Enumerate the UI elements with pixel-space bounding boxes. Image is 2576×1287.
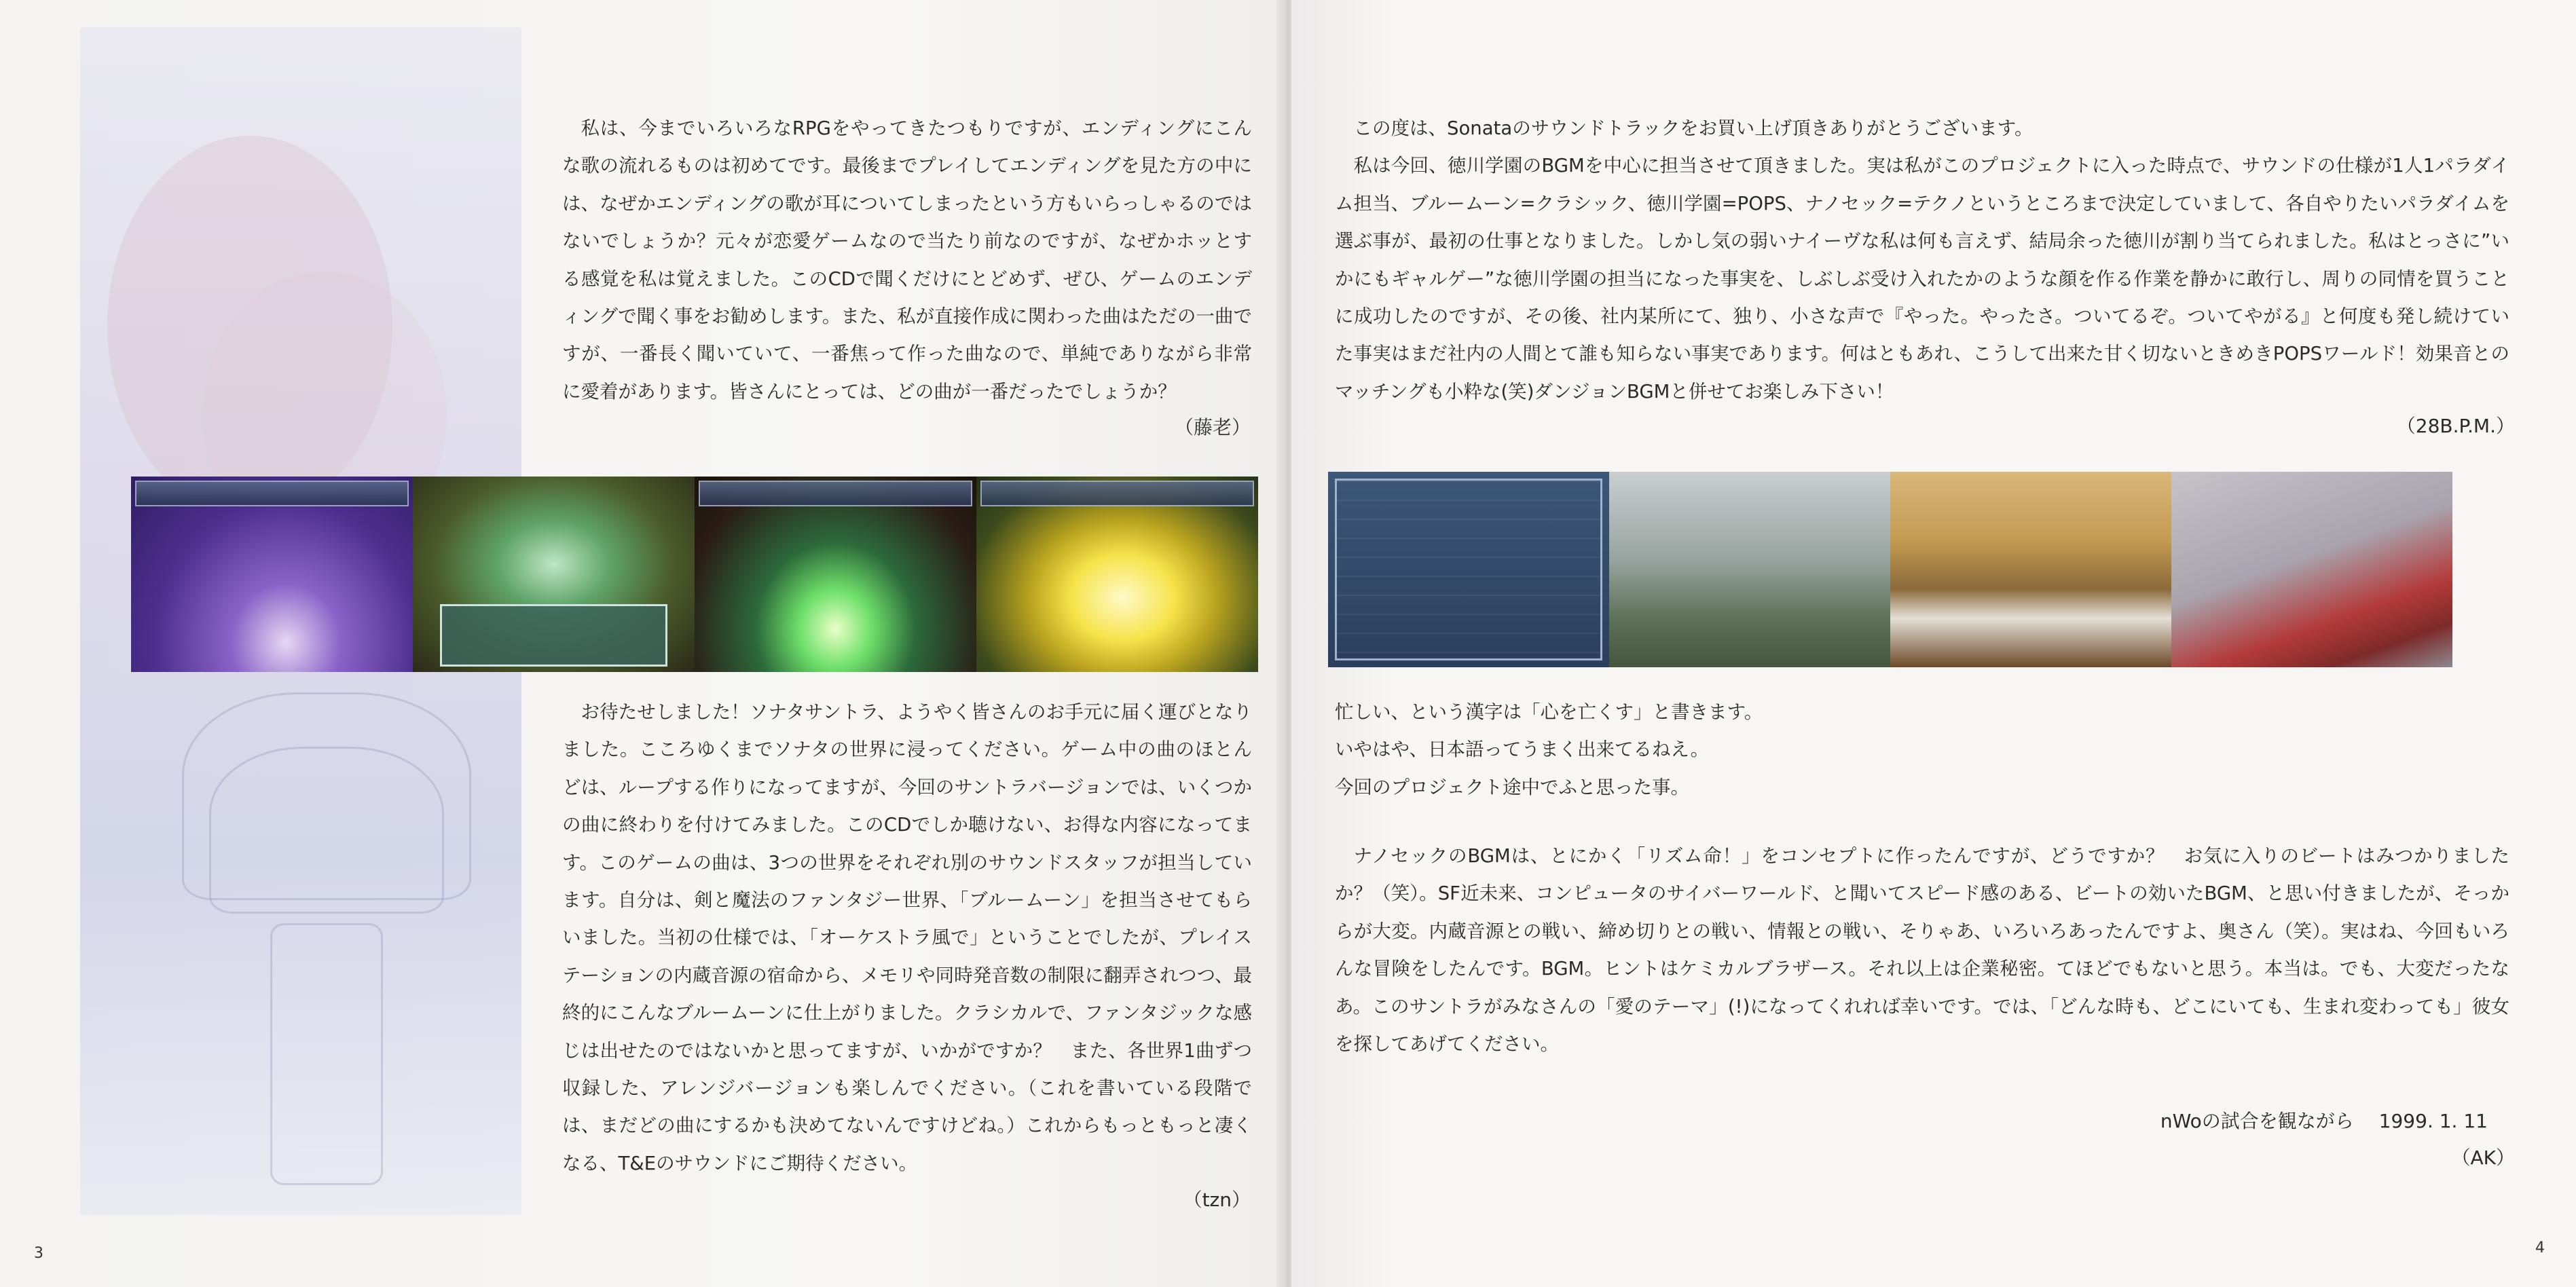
right-top-text bbox=[1335, 110, 2509, 411]
status-menu-panel bbox=[1335, 479, 1602, 660]
battle-hud bbox=[699, 481, 972, 506]
page-number-right: 4 bbox=[2535, 1239, 2545, 1256]
left-top-text bbox=[562, 110, 1252, 411]
game-screenshot-battle-yellow-spell bbox=[976, 477, 1258, 672]
right-page bbox=[1291, 0, 2576, 1287]
date-line: nWoの試合を観ながら 1999. 1. 11 bbox=[2160, 1110, 2488, 1132]
game-screenshot-status-menu bbox=[1328, 472, 1609, 667]
paragraph: 私は、今までいろいろなRPGをやってきたつもりですが、エンディングにこんな歌の流れるものは初めてです。最後までプレイしてエンディングを見た方の中には、なぜかエンディングの歌が耳についてしまったという方もいらっしゃるのではないでしょうか？元々が恋愛ゲームなので当たり前なのですが、なぜかホッとする感覚を私は覚えました。このCDで聞くだけにとどめず、ぜひ、ゲームのエンディングで聞く事をお勧めします。また、私が直接作成に関わった曲はただの一曲ですが、一番長く聞いていて、一番焦って作った曲なので、単純でありながら非常に愛着があります。皆さんにとっては、どの曲が一番だったでしょうか？ bbox=[562, 117, 1252, 403]
battle-hud bbox=[980, 481, 1254, 506]
game-screenshot-castle-stairs bbox=[2171, 472, 2452, 667]
dialogue-box bbox=[440, 604, 667, 667]
paragraph: お待たせしました！ソナタサントラ、ようやく皆さんのお手元に届く運びとなりました。こころゆくまでソナタの世界に浸ってください。ゲーム中の曲のほとんどは、ループする作りになってますが、今回のサントラバージョンでは、いくつかの曲に終わりを付けてみました。このCDでしか聴けない、お得な内容になってます。このゲームの曲は、3つの世界をそれぞれ別のサウンドスタッフが担当しています。自分は、剣と魔法のファンタジー世界、「ブルームーン」を担当させてもらいました。当初の仕様では、「オーケストラ風で」ということでしたが、プレイステーションの内蔵音源の宿命から、メモリや同時発音数の制限に翻弄されつつ、最終的にこんなブルームーンに仕上がりました。クラシカルで、ファンタジックな感じは出せたのではないかと思ってますが、いかがですか？ また、各世界1曲ずつ収録した、アレンジバージョンも楽しんでください。（これを書いている段階では、まだどの曲にするかも決めてないんですけどね。）これからもっともっと凄くなる、T&Eのサウンドにご期待ください。 bbox=[562, 701, 1252, 1174]
signature-tzn: （tzn） bbox=[1183, 1189, 1251, 1211]
left-bottom-text bbox=[562, 694, 1252, 1182]
poem-line: いやはや、日本語ってうまく出来てるねえ。 bbox=[1335, 739, 1710, 761]
right-bottom-text bbox=[1335, 838, 2509, 1063]
illustration-skirt-shape bbox=[209, 747, 444, 914]
page-number-left: 3 bbox=[34, 1245, 43, 1262]
game-screenshot-banquet-hall bbox=[1890, 472, 2171, 667]
poem-line: 忙しい、という漢字は「心を亡くす」と書きます。 bbox=[1335, 701, 1763, 723]
battle-hud bbox=[135, 481, 409, 506]
game-screenshot-character-portrait bbox=[413, 477, 695, 672]
signature-ak: （AK） bbox=[2451, 1146, 2515, 1169]
game-screenshot-misty-village bbox=[1609, 472, 1890, 667]
illustration-legs-shape bbox=[270, 923, 383, 1185]
game-screenshot-battle-purple bbox=[131, 477, 413, 672]
right-middle-lines bbox=[1335, 694, 2285, 806]
paragraph: ナノセックのBGMは、とにかく「リズム命！」をコンセプトに作ったんですが、どうですか？ お気に入りのビートはみつかりましたか？（笑）。SF近未来、コンピュータのサイバーワールド、と聞いてスピード感のある、ビートの効いたBGM、と思い付きましたが、そっからが大変。内蔵音源との戦い、締め切りとの戦い、情報との戦い、そりゃあ、いろいろあったんですよ、奥さん（笑）。実はね、今回もいろんな冒険をしたんです。BGM。ヒントはケミカルブラザース。それ以上は企業秘密。てほどでもないと思う。本当は。でも、大変だったなあ。このサントラがみなさんの「愛のテーマ」(!)になってくれれば幸いです。では、「どんな時も、どこにいても、生まれ変わっても」彼女を探してあげてください。 bbox=[1335, 845, 2509, 1056]
paragraph: 私は今回、徳川学園のBGMを中心に担当させて頂きました。実は私がこのプロジェクトに入った時点で、サウンドの仕様が1人1パラダイム担当、ブルームーン=クラシック、徳川学園=POPS、ナノセック=テクノというところまで決定していまして、各自やりたいパラダイムを選ぶ事が、最初の仕事となりました。しかし気の弱いナイーヴな私は何も言えず、結局余った徳川が割り当てられました。私はとっさに”いかにもギャルゲー”な徳川学園の担当になった事実を、しぶしぶ受け入れたかのような顔を作る作業を静かに敢行し、周りの同情を買うことに成功したのですが、その後、社内某所にて、独り、小さな声で『やった。やったさ。ついてるぞ。ついてやがる』と何度も発し続けていた事実はまだ社内の人間とて誰も知らない事実であります。何はともあれ、こうして出来た甘く切ないときめきPOPSワールド！効果音とのマッチングも小粋な(笑)ダンジョンBGMと併せてお楽しみ下さい！ bbox=[1335, 155, 2509, 403]
signature-fujiro: （藤老） bbox=[1174, 416, 1251, 439]
screenshot-strip-right bbox=[1328, 472, 2452, 667]
game-screenshot-battle-green-spell bbox=[695, 477, 976, 672]
paragraph: この度は、Sonataのサウンドトラックをお買い上げ頂きありがとうございます。 bbox=[1353, 117, 2034, 139]
signature-28bpm: （28B.P.M.） bbox=[2396, 415, 2515, 437]
screenshot-strip-left bbox=[131, 477, 1258, 672]
left-page bbox=[0, 0, 1282, 1287]
poem-line: 今回のプロジェクト途中でふと思った事。 bbox=[1335, 776, 1689, 798]
